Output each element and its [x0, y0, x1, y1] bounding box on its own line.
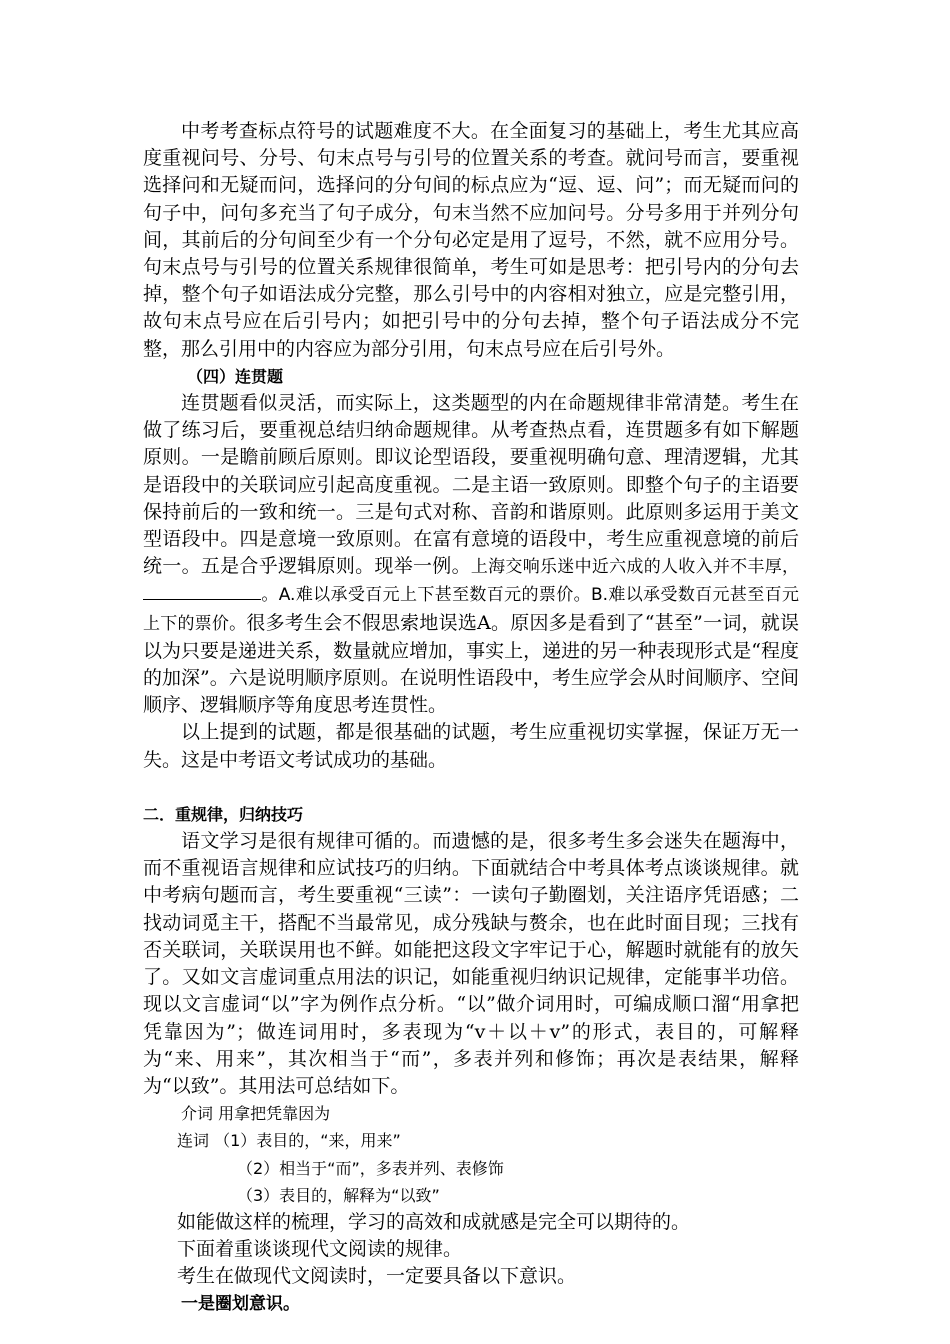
section-heading-coherence: （四）连贯题	[187, 366, 284, 386]
paragraph-punctuation: 中考考查标点符号的试题难度不大。在全面复习的基础上，考生尤其应高度重视问号、分号、句末点号与引号的位置关系的考查。就问号而言，要重视选择问和无疑而问，选择问的分句间的标点应为“逗、逗、问”；而无疑而问的句子中，问句多充当了句子成分，句末当然不应加问号。分号多用于并列分句间，其前后的分句间至少有一个分句必定是用了逗号，不然，就不应用分号。句末点号与引号的位置关系规律很简单，考生可如是思考：把引号内的分句去掉，整个句子如语法成分完整，那么引号中的内容相对独立，应是完整引用，故句末点号应在后引号内；如把引号中的分句去掉，整个句子语法成分不完整，那么引用中的内容应为部分引用，句末点号应在后引号外。	[143, 120, 799, 360]
line-conjunction: 连词 （1）表目的，“来，用来”	[177, 1131, 401, 1151]
line-first-awareness: 一是圈划意识。	[181, 1293, 300, 1314]
line-conclusion: 如能做这样的梳理，学习的高效和成就感是完全可以期待的。	[177, 1210, 691, 1233]
line-awareness: 考生在做现代文阅读时，一定要具备以下意识。	[177, 1265, 577, 1288]
paragraph-summary: 以上提到的试题，都是很基础的试题，考生应重视切实掌握，保证万无一失。这是中考语文考试成功的基础。	[143, 721, 799, 771]
paragraph-coherence	[143, 390, 799, 719]
line-conjunction-3: （3）表目的，解释为“以致”	[237, 1185, 440, 1205]
answer-blank	[143, 583, 261, 600]
document-page	[143, 118, 799, 1318]
coherence-text-a: 连贯题看似灵活，而实际上，这类题型的内在命题规律非常清楚。考生在做了练习后，要重视总结归纳命题规律。从考查热点看，连贯题多有如下解题原则。一是瞻前顾后原则。即议论型语段，要重视明确句意、理清逻辑，尤其是语段中的关联词应引起高度重视。二是主语一致原则。即整个句子的主语要保持前后的一致和统一。三是句式对称、音韵和谐原则。此原则多运用于美文型语段中。四是意境一致原则。在富有意境的语段中，考生应重视意境的前后统一。五是合乎逻辑原则。现举一例。	[143, 392, 799, 578]
line-modern-reading: 下面着重谈谈现代文阅读的规律。	[177, 1238, 463, 1261]
paragraph-rules: 语文学习是很有规律可循的。而遗憾的是，很多考生多会迷失在题海中，而不重视语言规律和应试技巧的归纳。下面就结合中考具体考点谈谈规律。就中考病句题而言，考生要重视“三读”：一读句子勤圈划，关注语序凭语感；二找动词觅主干，搭配不当最常见，成分残缺与赘余，也在此时面目现；三找有否关联词，关联误用也不鲜。如能把这段文字牢记于心，解题时就能有的放矢了。又如文言虚词重点用法的识记，如能重视归纳识记规律，定能事半功倍。现以文言虚词“以”字为例作点分析。“以”做介词用时，可编成顺口溜“用拿把凭靠因为”；做连词用时，多表现为“v＋以＋v”的形式，表目的，可解释为“来、用来”，其次相当于“而”，多表并列和修饰；再次是表结果，解释为“以致”。其用法可总结如下。	[143, 830, 799, 1097]
section-heading-rules: 二．重规律，归纳技巧	[143, 804, 304, 824]
coherence-example-options: 。A.难以承受百元上下甚至数百元的票价。B.难以承受数百元甚至百元上下的票价。	[143, 585, 799, 634]
coherence-example-question: 上海交响乐迷中近六成的人收入并不丰厚，	[470, 557, 799, 578]
line-preposition: 介词 用拿把凭靠因为	[181, 1104, 331, 1124]
coherence-text-d: 很多考生会不假思索地误选A。原因多是看到了“甚至”一词，就误以为只要是递进关系，数量就应增加，事实上，递进的另一种表现形式是“程度的加深”。六是说明顺序原则。在说明性语段中，考生应学会从时间顺序、空间顺序、逻辑顺序等角度思考连贯性。	[143, 611, 800, 717]
line-conjunction-2: （2）相当于“而”，多表并列、表修饰	[237, 1158, 504, 1178]
